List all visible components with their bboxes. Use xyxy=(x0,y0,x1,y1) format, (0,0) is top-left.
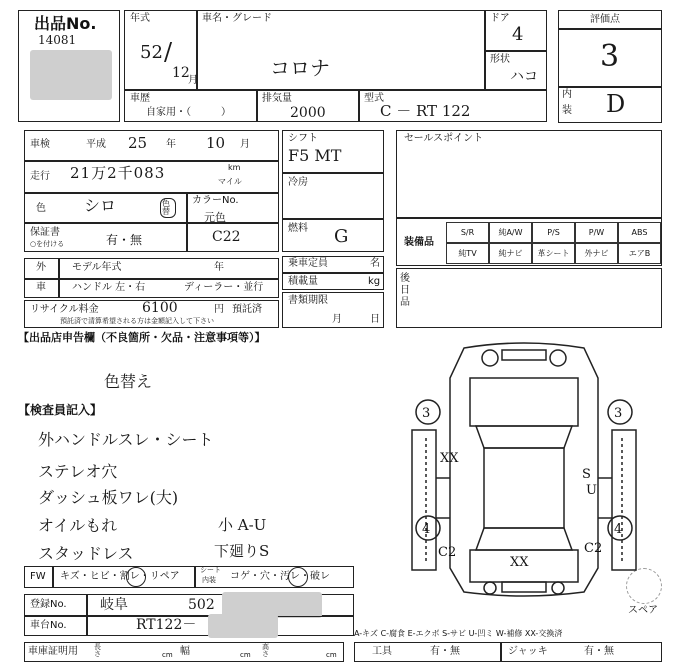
door-label: ドア xyxy=(490,13,510,24)
interior-label-2: 装 xyxy=(562,105,572,116)
recycle-status: 預託済 xyxy=(232,304,262,315)
seat-items: コゲ・穴・汚レ・破レ xyxy=(230,571,330,582)
tools-opts: 有・無 xyxy=(430,646,460,657)
shift-label: シフト xyxy=(288,133,318,144)
mark-3: XX xyxy=(440,451,459,466)
ac-label: 冷房 xyxy=(288,177,308,188)
year-label: 年式 xyxy=(130,13,150,24)
rear-l2: 日 xyxy=(400,285,410,296)
model-dealer: ディーラー・並行 xyxy=(184,282,264,293)
warranty-label: 保証書 xyxy=(30,227,60,238)
cert-width: 幅 xyxy=(180,646,190,657)
model-value: C － RT 122 xyxy=(380,102,471,120)
history-value: 自家用・（ ） xyxy=(146,107,231,118)
mark-10: C2 xyxy=(584,541,603,556)
car-label: 車名・グレード xyxy=(202,13,272,24)
equipment-cell: ABS xyxy=(618,222,661,243)
doc-day: 日 xyxy=(370,314,380,325)
load-unit: kg xyxy=(368,276,381,287)
inspector-label: 【検査員記入】 xyxy=(18,403,103,417)
chassis-value: RT122－ xyxy=(136,617,197,633)
mileage-value: 21万2千083 xyxy=(70,164,166,182)
rear-l1: 後 xyxy=(400,273,410,284)
recycle-note: 預託済で清算希望される方は金額記入して下さい xyxy=(60,317,214,325)
jack-label: ジャッキ xyxy=(508,646,548,657)
slash: / xyxy=(164,38,173,66)
inspector-line-3: ダッシュ板ワレ(大) xyxy=(38,488,179,507)
tools-label: 工具 xyxy=(372,646,392,657)
model-year-nen: 年 xyxy=(214,262,224,273)
reg-value: 岐阜 xyxy=(100,597,128,613)
color-no-2: C22 xyxy=(212,229,241,245)
recycle-unit: 円 xyxy=(214,304,224,315)
cert-len: 長さ xyxy=(94,643,101,658)
inspector-line-5: スタッドレス xyxy=(38,544,134,563)
shaken-month-unit: 月 xyxy=(240,139,250,150)
inspector-line-4: オイルもれ xyxy=(38,516,118,535)
equipment-cell: 純ナビ xyxy=(489,243,532,264)
reg-code: 502 xyxy=(188,597,215,613)
mark-4: S xyxy=(582,467,591,482)
fuel-value: G xyxy=(334,226,349,247)
cert-height: 高さ xyxy=(262,643,269,658)
fuel-label: 燃料 xyxy=(288,223,308,234)
equipment-cell: エアB xyxy=(618,243,661,264)
rear-l3: 品 xyxy=(400,297,410,308)
color-value: シロ xyxy=(84,196,117,215)
rating-value: 3 xyxy=(600,39,620,74)
equipment-cell: 純TV xyxy=(446,243,489,264)
km-unit: km xyxy=(228,163,241,172)
mark-8: C2 xyxy=(438,545,457,560)
inspector-line-1: 外ハンドルスレ・シート xyxy=(38,430,214,449)
mark-1: 3 xyxy=(422,406,431,421)
displacement-value: 2000 xyxy=(290,105,326,121)
doc-month: 月 xyxy=(332,314,342,325)
cert-label: 車庫証明用 xyxy=(28,646,78,657)
month-value: 12 xyxy=(172,65,190,81)
displacement-label: 排気量 xyxy=(262,93,292,104)
shaken-label: 車検 xyxy=(30,139,50,150)
reg-label: 登録No. xyxy=(30,599,67,610)
mark-2: 3 xyxy=(614,406,623,421)
mark-9: XX xyxy=(510,555,529,570)
mileage-label: 走行 xyxy=(30,171,50,182)
cert-cm-1: cm xyxy=(162,651,173,659)
shape-value: ハコ xyxy=(510,69,538,85)
jack-opts: 有・無 xyxy=(584,646,614,657)
legend: A-キズ C-腐食 E-エクボ S-サビ U-凹ミ W-補修 XX-交換済 xyxy=(354,629,563,638)
mark-5: U xyxy=(586,483,597,498)
inspector-line-2: ステレオ穴 xyxy=(38,462,118,481)
car-value: コロナ xyxy=(270,56,330,80)
shaken-year-unit: 年 xyxy=(166,139,176,150)
shape-label: 形状 xyxy=(490,54,510,65)
recycle-label: リサイクル料金 xyxy=(30,304,99,315)
mile-unit: マイル xyxy=(218,177,242,186)
year-value: 52 xyxy=(140,42,163,63)
lot-number: 14081 xyxy=(38,33,77,47)
circle-mark-1 xyxy=(126,567,146,587)
color-label: 色 xyxy=(36,203,46,214)
shaken-month: 10 xyxy=(206,134,226,152)
model-handle: ハンドル 左・右 xyxy=(72,282,146,293)
model-year-label: モデル年式 xyxy=(72,262,122,273)
declare-label: 【出品店申告欄（不良箇所・欠品・注意事項等）】 xyxy=(18,331,266,344)
model-sha: 車 xyxy=(36,282,46,293)
equipment-cell: 純A/W xyxy=(489,222,532,243)
mark-7: 4 xyxy=(614,522,623,537)
warranty-sub: ○を付ける xyxy=(30,240,65,248)
month-unit: 月 xyxy=(188,75,198,86)
spare-label: スペア xyxy=(628,605,658,616)
chassis-redacted xyxy=(208,614,278,638)
model-label: 型式 xyxy=(364,93,384,104)
mark-6: 4 xyxy=(422,522,431,537)
equipment-cell: P/S xyxy=(532,222,575,243)
equipment-label: 装備品 xyxy=(404,237,434,248)
cert-cm-3: cm xyxy=(326,651,337,659)
history-label: 車歴 xyxy=(130,93,150,104)
color-no-1: 元色 xyxy=(204,211,226,224)
fw-items: キズ・ヒビ・割レ・リペア xyxy=(60,571,180,582)
sales-label: セールスポイント xyxy=(404,133,484,144)
car-diagram xyxy=(398,338,650,602)
equipment-cell: 外ナビ xyxy=(575,243,618,264)
chassis-label: 車台No. xyxy=(30,620,67,631)
equipment-cell: P/W xyxy=(575,222,618,243)
warranty-opts: 有・無 xyxy=(106,233,143,247)
equipment-cell: 革シート xyxy=(532,243,575,264)
load-label: 積載量 xyxy=(288,276,318,287)
door-value: 4 xyxy=(512,24,524,45)
model-gai: 外 xyxy=(36,262,46,273)
interior-value: D xyxy=(606,90,626,118)
inspector-right-1: 小 A-U xyxy=(218,516,267,534)
interior-label-1: 内 xyxy=(562,89,572,100)
shaken-year: 25 xyxy=(128,134,148,152)
rating-label: 評価点 xyxy=(590,14,620,25)
equipment-cell: S/R xyxy=(446,222,489,243)
shaken-era: 平成 xyxy=(86,139,106,150)
lot-redacted xyxy=(30,50,112,100)
inspector-right-2: 下廻りS xyxy=(214,542,270,560)
rear-box xyxy=(396,268,662,328)
lot-label: 出品No. xyxy=(34,14,97,33)
declare-note: 色替え xyxy=(104,372,153,391)
seat-label-2: 内装 xyxy=(202,576,216,584)
recycle-value: 6100 xyxy=(142,300,178,316)
color-no-label: カラーNo. xyxy=(192,195,239,206)
fw-label: FW xyxy=(30,571,46,582)
cert-cm-2: cm xyxy=(240,651,251,659)
capacity-unit: 名 xyxy=(370,258,380,269)
color-swap: 色替 xyxy=(160,198,176,218)
shift-value: F5 MT xyxy=(288,146,342,165)
doc-label: 書類期限 xyxy=(288,295,328,306)
seat-label-1: シート xyxy=(200,566,221,574)
capacity-label: 乗車定員 xyxy=(288,258,328,269)
circle-mark-2 xyxy=(288,567,308,587)
